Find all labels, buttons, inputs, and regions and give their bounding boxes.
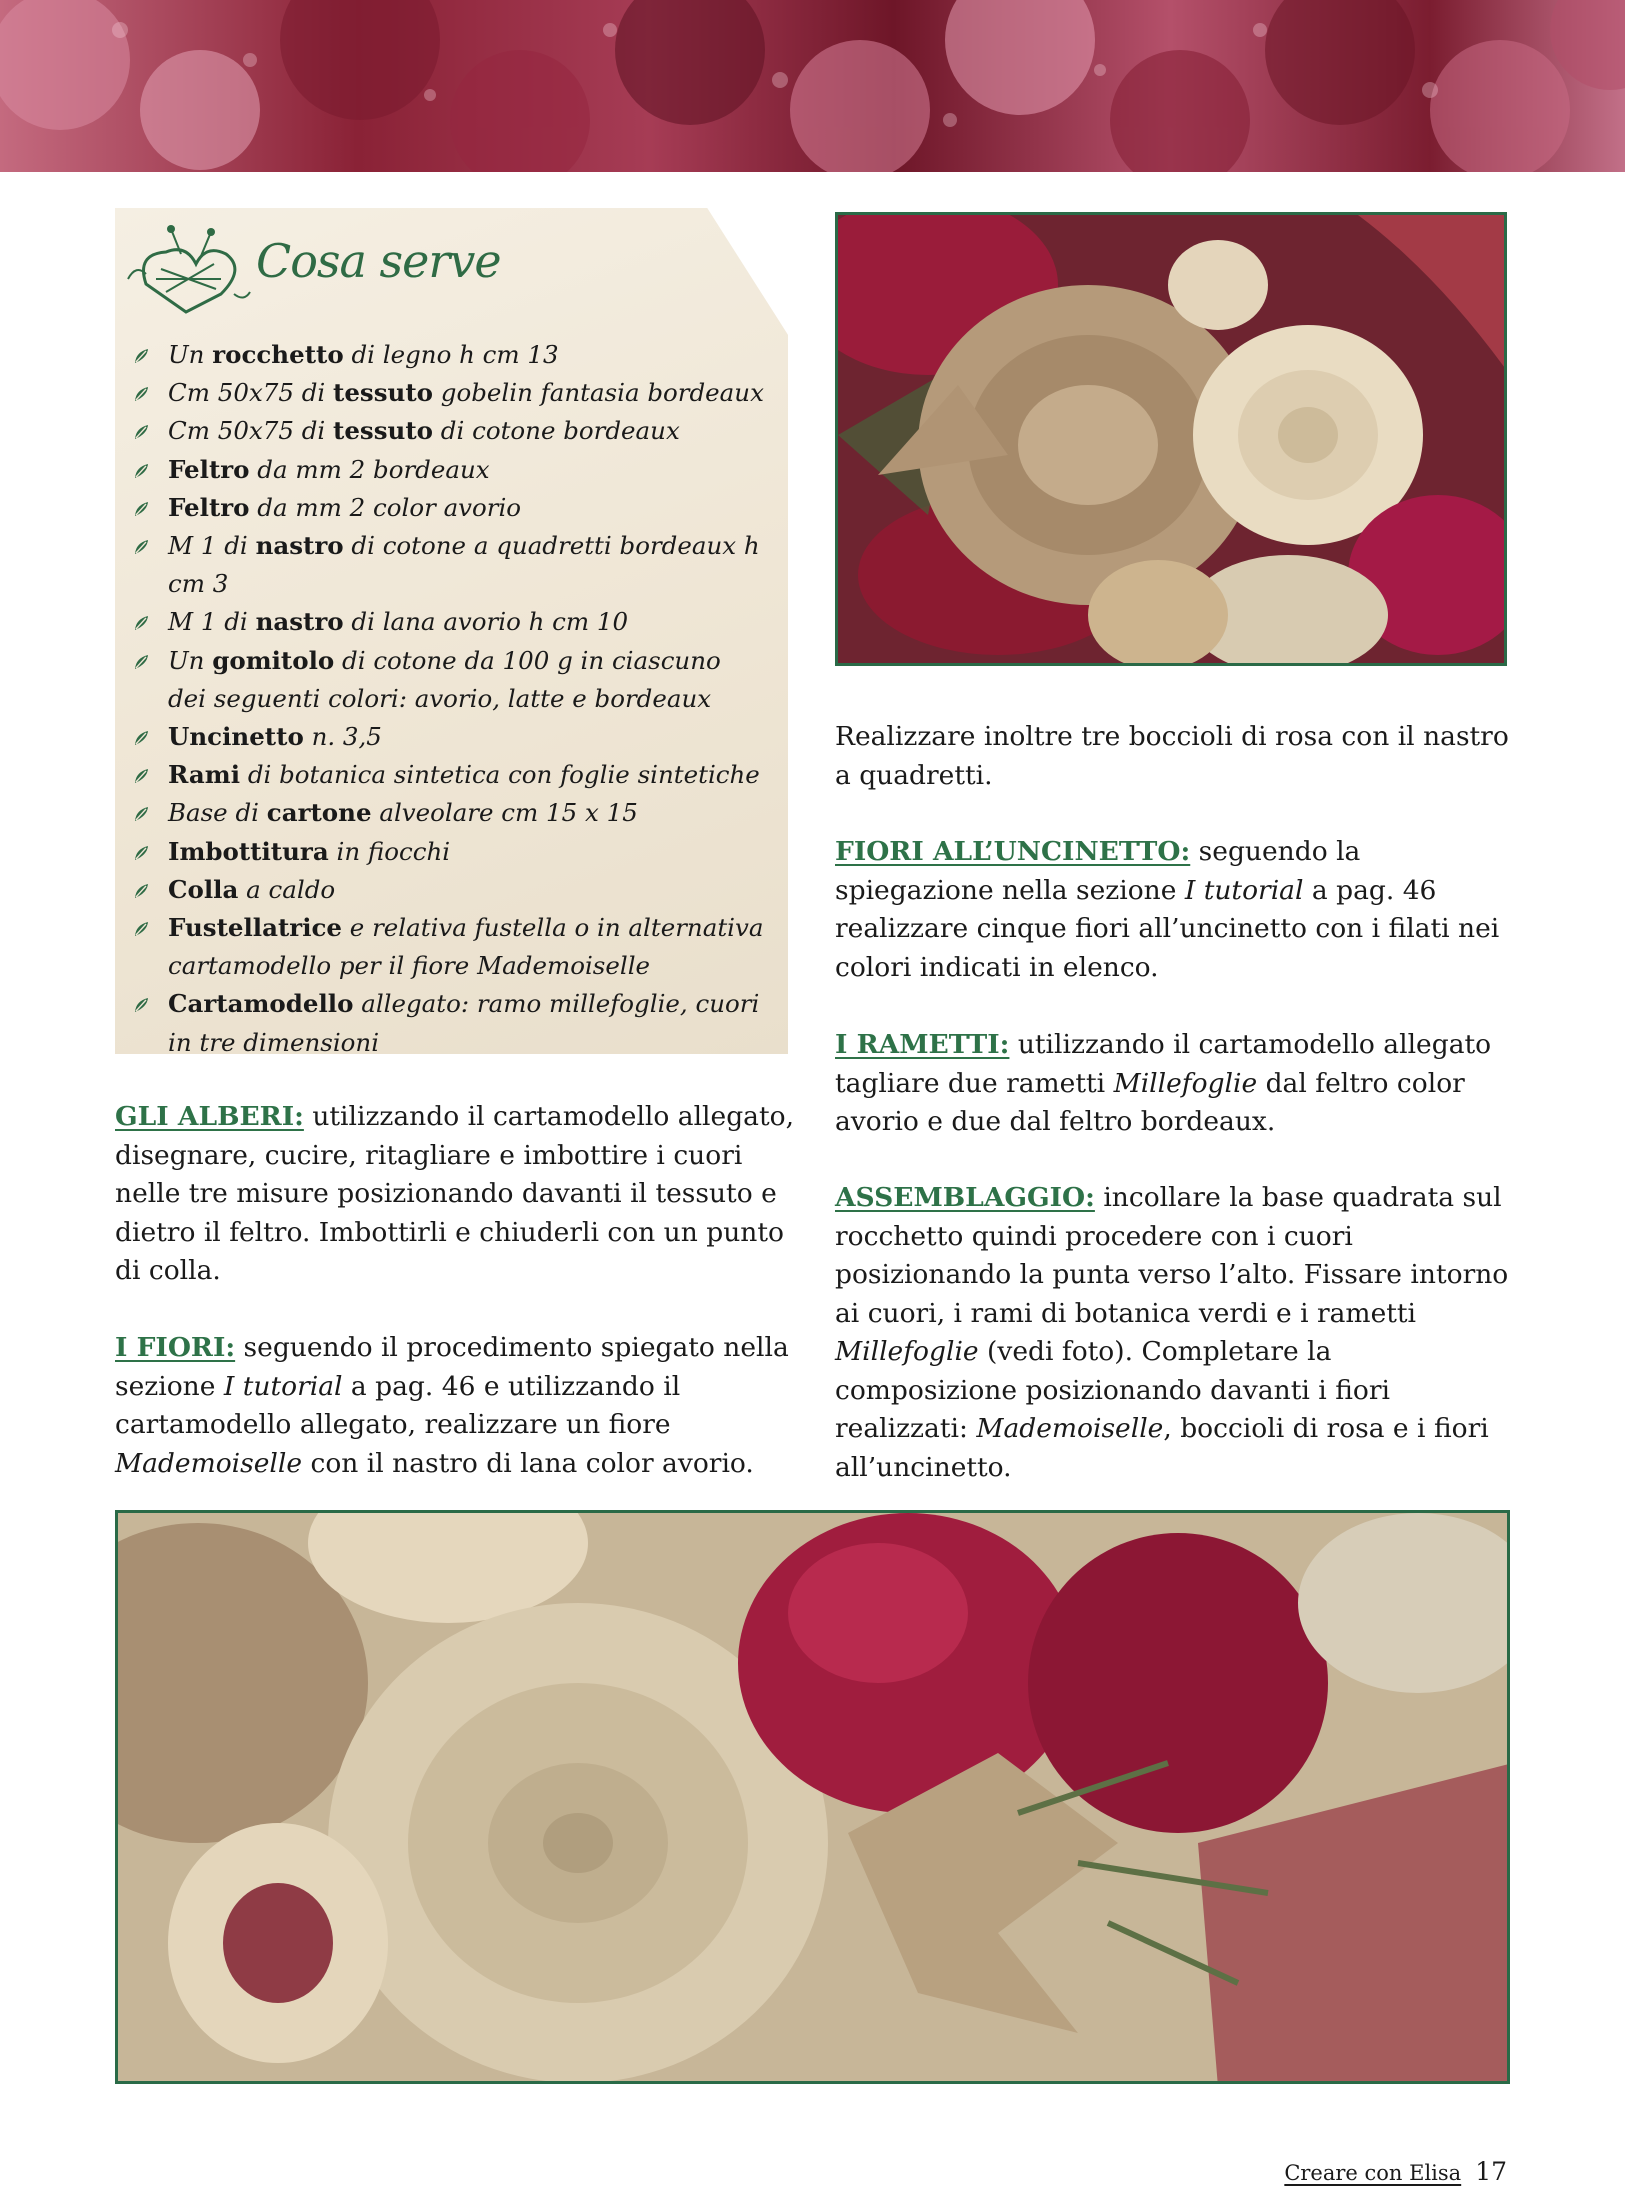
material-post: di botanica sintetica con foglie sintetiche	[240, 760, 760, 790]
fiori-text-2: a pag. 46 e utilizzando il cartamodello allegato, realizzare un fiore	[115, 1370, 681, 1440]
material-bold: Fustellatrice	[168, 913, 343, 943]
uncinetto-italic-1: I tutorial	[1184, 874, 1304, 906]
material-pre: M 1 di	[168, 607, 256, 637]
alberi-text: utilizzando il cartamodello allegato, disegnare, cucire, ritagliare e imbottire i cuori nelle tre misure posizionando davanti il tessuto e dietro il feltro. Imbottirli e chiuderli con un punto di colla.	[115, 1101, 794, 1286]
leaf-bullet-icon	[134, 997, 150, 1014]
material-item	[130, 642, 790, 718]
hydrangea-flowers-illustration	[0, 0, 1625, 172]
rametti-text-1: utilizzando il cartamodello allegato tagliare due rametti	[835, 1029, 1492, 1099]
material-post: di cotone a quadretti bordeaux h cm 3	[168, 531, 760, 599]
rametti-italic-1: Millefoglie	[1113, 1067, 1258, 1099]
material-post: gobelin fantasia bordeaux	[433, 378, 764, 408]
material-post: da mm 2 bordeaux	[249, 454, 490, 484]
rametti-heading: I RAMETTI:	[835, 1029, 1010, 1060]
material-bold: tessuto	[333, 378, 433, 408]
material-line2: dei seguenti colori: avorio, latte e bordeaux	[168, 683, 712, 713]
rametti-text-2: dal feltro color avorio e due dal feltro bordeaux.	[835, 1067, 1465, 1137]
assemblaggio-text-2: (vedi foto). Completare la composizione posizionando davanti i fiori realizzati:	[835, 1336, 1390, 1444]
leaf-bullet-icon	[134, 654, 150, 671]
material-item	[130, 451, 790, 489]
assemblaggio-heading: ASSEMBLAGGIO:	[835, 1182, 1095, 1213]
rametti-paragraph	[835, 1026, 1515, 1142]
material-item	[130, 833, 790, 871]
card-title: Cosa serve	[256, 234, 501, 288]
assemblaggio-text-3: , boccioli di rosa e i fiori all’uncinetto.	[835, 1413, 1489, 1483]
fiori-italic-1: I tutorial	[223, 1370, 343, 1402]
material-bold: cartone	[266, 798, 372, 828]
material-post: a caldo	[238, 874, 336, 904]
material-item	[130, 336, 790, 374]
uncinetto-text-2: a pag. 46 realizzare cinque fiori all’uncinetto con i filati nei colori indicati in elenco.	[835, 874, 1500, 983]
fiori-heading: I FIORI:	[115, 1332, 236, 1363]
material-pre: Un	[168, 645, 213, 675]
material-post: alveolare cm 15 x 15	[371, 798, 638, 828]
material-bold: nastro	[255, 607, 344, 637]
material-item	[130, 374, 790, 412]
material-post: di legno h cm 13	[343, 340, 559, 369]
material-item	[130, 603, 790, 641]
materials-list	[130, 336, 790, 1062]
leaf-bullet-icon	[134, 806, 150, 823]
material-item	[130, 718, 790, 756]
leaf-bullet-icon	[134, 768, 150, 785]
alberi-heading: GLI ALBERI:	[115, 1101, 304, 1132]
leaf-bullet-icon	[134, 615, 150, 632]
uncinetto-paragraph	[835, 833, 1515, 987]
material-pre: M 1 di	[168, 531, 256, 561]
fiori-paragraph	[115, 1329, 795, 1483]
leaf-bullet-icon	[134, 348, 150, 365]
material-bold: gomitolo	[212, 645, 335, 675]
material-post: di cotone bordeaux	[433, 416, 680, 446]
page-footer	[1284, 2157, 1507, 2186]
magazine-title: Creare con Elisa	[1284, 2161, 1462, 2185]
material-bold: Feltro	[168, 454, 250, 484]
material-line2: cartamodello per il fiore Mademoiselle	[168, 951, 651, 981]
uncinetto-text-1: seguendo la spiegazione nella sezione	[835, 836, 1361, 906]
leaf-bullet-icon	[134, 730, 150, 747]
material-bold: Imbottitura	[168, 836, 329, 866]
material-post: in fiocchi	[328, 836, 451, 866]
uncinetto-heading: FIORI ALL’UNCINETTO:	[835, 836, 1191, 867]
crochet-roses-closeup-illustration	[118, 1513, 1510, 2084]
alberi-paragraph	[115, 1098, 795, 1291]
material-bold: Rami	[168, 760, 241, 790]
material-bold: nastro	[255, 531, 344, 561]
material-pre: Cm 50x75 di	[168, 378, 334, 408]
material-item	[130, 527, 790, 603]
page-number: 17	[1475, 2157, 1507, 2186]
assemblaggio-paragraph	[835, 1179, 1515, 1487]
leaf-bullet-icon	[134, 386, 150, 403]
leaf-bullet-icon	[134, 921, 150, 938]
material-post: e relativa fustella o in alternativa	[342, 913, 764, 943]
material-post: n. 3,5	[303, 722, 382, 752]
felt-and-crochet-roses-illustration	[838, 215, 1507, 666]
material-item	[130, 756, 790, 794]
leaf-bullet-icon	[134, 424, 150, 441]
flowers-photo-top	[835, 212, 1507, 666]
material-bold: tessuto	[333, 416, 433, 446]
leaf-bullet-icon	[134, 463, 150, 480]
fiori-text-1: seguendo il procedimento spiegato nella sezione	[115, 1332, 789, 1402]
material-bold: rocchetto	[212, 340, 344, 369]
material-item	[130, 412, 790, 450]
assemblaggio-italic-2: Mademoiselle	[976, 1413, 1164, 1444]
assemblaggio-text-1: incollare la base quadrata sul rocchetto quindi procedere con i cuori posizionando la punta verso l’alto. Fissare intorno ai cuori, i rami di botanica verdi e i rametti	[835, 1182, 1509, 1329]
material-pre: Cm 50x75 di	[168, 416, 334, 446]
leaf-bullet-icon	[134, 539, 150, 556]
material-pre: Un	[168, 340, 213, 369]
material-item	[130, 794, 790, 832]
pincushion-icon	[126, 224, 252, 314]
flowers-photo-bottom	[115, 1510, 1510, 2084]
material-post: di lana avorio h cm 10	[343, 607, 629, 637]
material-post: da mm 2 color avorio	[249, 492, 522, 522]
material-pre: Base di	[168, 798, 267, 828]
material-post: di cotone da 100 g in ciascuno	[334, 645, 721, 675]
material-line2: in tre dimensioni	[168, 1027, 380, 1057]
leaf-bullet-icon	[134, 845, 150, 862]
material-bold: Feltro	[168, 492, 250, 522]
material-bold: Cartamodello	[168, 989, 354, 1019]
material-bold: Colla	[168, 874, 239, 904]
fiori-text-3: con il nastro di lana color avorio.	[302, 1447, 754, 1479]
leaf-bullet-icon	[134, 501, 150, 518]
material-item	[130, 985, 790, 1061]
material-item	[130, 489, 790, 527]
intro-paragraph: Realizzare inoltre tre boccioli di rosa con il nastro a quadretti.	[835, 721, 1509, 791]
leaf-bullet-icon	[134, 883, 150, 900]
floral-banner-image	[0, 0, 1625, 172]
fiori-italic-2: Mademoiselle	[115, 1447, 303, 1479]
material-item	[130, 909, 790, 985]
material-bold: Uncinetto	[168, 722, 304, 752]
material-item	[130, 871, 790, 909]
material-post: allegato: ramo millefoglie, cuori	[353, 989, 760, 1019]
assemblaggio-italic-1: Millefoglie	[835, 1336, 979, 1367]
